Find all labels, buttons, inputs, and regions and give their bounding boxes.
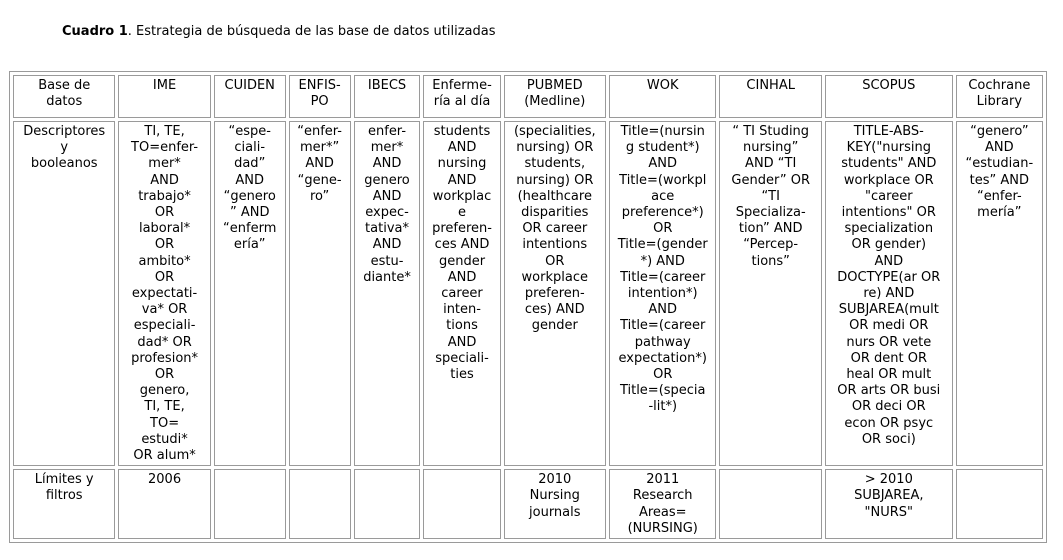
cell-line: 2006 (148, 472, 182, 488)
table-cell (13, 121, 115, 466)
header-cell (825, 75, 953, 118)
cell-line: estu- (370, 253, 404, 269)
cell-line: > 2010 (864, 472, 913, 488)
cell-line: TI, TE, (144, 124, 185, 139)
cell-line: trabajo* (138, 188, 191, 204)
cell-line: “ TI Studing (732, 124, 810, 139)
cell-line: estudi* (141, 431, 188, 447)
cell-line: (healthcare (517, 188, 592, 204)
header-cell (423, 75, 500, 118)
cell-line: AND (447, 334, 477, 350)
cell-line: nurs OR vete (846, 334, 932, 350)
cell-line: TO=enfer- (131, 140, 199, 156)
cell-line: “genero (223, 188, 276, 204)
cell-line: OR (653, 367, 673, 383)
cell-line: “TI (761, 188, 780, 204)
cell-line: mer* (370, 140, 404, 156)
cell-line: DOCTYPE(ar OR (837, 269, 941, 285)
cell-line: TI, TE, (144, 399, 185, 415)
cell-line: tes” AND (969, 172, 1030, 188)
header-cell (719, 75, 821, 118)
cell-line: “gene- (297, 172, 342, 188)
header-cell (956, 75, 1043, 118)
cell-line: OR soci) (861, 431, 916, 447)
table-cell (609, 121, 717, 466)
cell-line: -lit*) (648, 399, 678, 415)
cell-line: Límites y (34, 472, 94, 488)
cell-line: AND (372, 156, 402, 172)
cell-line: (NURSING) (627, 520, 698, 536)
cell-line: mer*” (300, 140, 340, 156)
header-cell (13, 75, 115, 118)
cell-line: preferen- (432, 221, 492, 237)
table-cell (214, 469, 286, 539)
cell-line: e (458, 205, 467, 221)
cell-line: “estudian- (965, 156, 1034, 172)
cell-line: pathway (634, 334, 691, 350)
cell-line: AND (447, 140, 477, 156)
cell-line: “Percep- (743, 237, 799, 253)
cell-line: datos (46, 94, 83, 110)
cell-line: PUBMED (526, 78, 583, 93)
table-cell (289, 469, 351, 539)
cell-line: y (60, 140, 69, 156)
cell-line: ENFIS- (298, 78, 341, 93)
cell-line: Specializa- (735, 205, 806, 221)
cell-line: ría al día (433, 94, 491, 110)
table-cell (118, 121, 210, 466)
table-cell (423, 121, 500, 466)
cell-line: SCOPUS (862, 78, 916, 93)
table-cell (423, 469, 500, 539)
cell-line: AND (372, 188, 402, 204)
cell-line: heal OR mult (846, 367, 932, 383)
cell-line: OR gender) (851, 237, 927, 253)
cell-line: profesion* (131, 350, 199, 366)
search-strategy-table (9, 71, 1047, 543)
cell-line: journals (529, 504, 581, 520)
cell-line: tativa* (365, 221, 409, 237)
cell-line: OR career (522, 221, 588, 237)
cell-line: dad* OR (137, 334, 192, 350)
cell-line: specialization (844, 221, 934, 237)
cell-line: AND (648, 302, 678, 318)
cell-line: intentions" OR (841, 205, 936, 221)
cell-line: disparities (521, 205, 589, 221)
cell-line: career (441, 286, 483, 302)
table-cell (504, 469, 606, 539)
table-row (13, 121, 1043, 466)
cell-line: ties (450, 367, 474, 383)
cell-line: especiali- (133, 318, 196, 334)
cell-line: AND (874, 253, 904, 269)
cell-line: “enfer- (976, 188, 1022, 204)
cell-line: ambito* (138, 253, 191, 269)
cell-line: OR (154, 205, 175, 221)
cell-line: CINHAL (746, 78, 795, 93)
cell-line: dad” (234, 156, 266, 172)
cell-line: Research (632, 488, 693, 504)
header-cell (354, 75, 421, 118)
header-cell (609, 75, 717, 118)
cell-line: inten- (443, 302, 481, 318)
cell-line: Title=(workpl (619, 172, 707, 188)
cell-line: expectation*) (618, 350, 707, 366)
table-cell (354, 121, 421, 466)
cell-line: Title=(career (620, 318, 706, 334)
cell-line: workplace (521, 269, 588, 285)
cell-line: CUIDEN (224, 78, 275, 93)
cell-line: ciali- (234, 140, 266, 156)
cell-line: enfer- (368, 124, 407, 139)
cell-line: *) AND (640, 253, 685, 269)
cell-line: SUBJAREA, (854, 488, 924, 504)
cell-line: intentions (522, 237, 588, 253)
cell-line: “enfer- (297, 124, 343, 139)
cell-line: laboral* (138, 221, 191, 237)
cell-line: PO (310, 94, 329, 110)
cell-line: OR medi OR (849, 318, 929, 334)
table-cell (609, 469, 717, 539)
cell-line: booleanos (30, 156, 98, 172)
cell-line: workplace OR (843, 172, 934, 188)
table-cell (719, 121, 821, 466)
table-cell (354, 469, 421, 539)
cell-line: OR (154, 269, 175, 285)
table-cell (956, 121, 1043, 466)
cell-line: mería” (977, 205, 1022, 221)
header-row (13, 75, 1043, 118)
cell-line: OR deci OR (851, 399, 926, 415)
table-cell (956, 469, 1043, 539)
cell-line: genero (364, 172, 410, 188)
cell-line: 2011 (646, 472, 680, 488)
caption-text: . Estrategia de búsqueda de las base de datos utilizadas (127, 24, 496, 39)
table-caption (62, 24, 496, 40)
cell-line: students (433, 124, 491, 139)
header-cell (289, 75, 351, 118)
cell-line: (Medline) (524, 94, 586, 110)
cell-line: SUBJAREA(mult (838, 302, 939, 318)
table-cell (719, 469, 821, 539)
cell-line: ces) AND (524, 302, 585, 318)
table-cell (825, 469, 953, 539)
table-row (13, 469, 1043, 539)
cell-line: Library (976, 94, 1023, 110)
cell-line: AND (447, 269, 477, 285)
cell-line: Title=(career (620, 269, 706, 285)
cell-line: OR (154, 367, 175, 383)
cell-line: nursing” (742, 140, 799, 156)
cell-line: expec- (365, 205, 409, 221)
cell-line: AND (235, 172, 265, 188)
cell-line: Base de (38, 78, 91, 93)
cell-line: AND (305, 156, 334, 172)
cell-line: “genero” (970, 124, 1029, 139)
header-cell (118, 75, 210, 118)
cell-line: nursing) OR (516, 172, 594, 188)
cell-line: OR dent OR (850, 350, 927, 366)
cell-line: gender (531, 318, 578, 334)
cell-line: Nursing (529, 488, 580, 504)
table-cell (825, 121, 953, 466)
cell-line: nursing (437, 156, 487, 172)
cell-line: tion” AND (738, 221, 803, 237)
cell-line: IME (152, 78, 177, 93)
table-cell (289, 121, 351, 466)
cell-line: tions” (751, 253, 790, 269)
cell-line: Enferme- (432, 78, 492, 93)
cell-line: workplac (432, 188, 492, 204)
cell-line: TO= (150, 415, 180, 431)
cell-line: "NURS" (864, 504, 914, 520)
cell-line: IBECS (367, 78, 407, 93)
cell-line: Cochrane (968, 78, 1031, 93)
cell-line: expectati- (131, 286, 198, 302)
cell-line: AND (648, 156, 678, 172)
cell-line: ería” (233, 237, 266, 253)
cell-line: intention*) (627, 286, 698, 302)
cell-line: va* OR (141, 302, 188, 318)
cell-line: Title=(nursin (620, 124, 705, 139)
table-cell (504, 121, 606, 466)
cell-line: AND (372, 237, 402, 253)
cell-line: 2010 (538, 472, 572, 488)
cell-line: AND (150, 172, 179, 188)
cell-line: ” AND (229, 205, 270, 221)
header-cell (214, 75, 286, 118)
cell-line: (specialities, (513, 124, 596, 139)
cell-line: OR alum* (133, 448, 196, 464)
cell-line: nursing) OR (516, 140, 594, 156)
cell-line: gender (438, 253, 486, 269)
cell-line: ces AND (434, 237, 490, 253)
cell-line: OR (653, 221, 673, 237)
cell-line: students" AND (841, 156, 937, 172)
cell-line: OR (545, 253, 565, 269)
cell-line: preference*) (621, 205, 704, 221)
cell-line: TITLE-ABS- (853, 124, 924, 139)
cell-line: "career (865, 188, 913, 204)
cell-line: OR (154, 237, 175, 253)
cell-line: econ OR psyc (844, 415, 934, 431)
cell-line: OR arts OR busi (837, 383, 941, 399)
cell-line: Descriptores (23, 124, 106, 139)
cell-line: filtros (45, 488, 83, 504)
cell-line: “espe- (228, 124, 271, 139)
cell-line: ace (651, 188, 675, 204)
table-cell (118, 469, 210, 539)
cell-line: KEY("nursing (846, 140, 932, 156)
cell-line: AND “TI (745, 156, 797, 172)
cell-line: students, (524, 156, 586, 172)
caption-label: Cuadro 1 (62, 24, 128, 39)
cell-line: Gender” OR (731, 172, 810, 188)
cell-line: g student*) (625, 140, 700, 156)
header-cell (504, 75, 606, 118)
table-cell (13, 469, 115, 539)
cell-line: AND (985, 140, 1014, 156)
cell-line: Title=(specia (619, 383, 706, 399)
cell-line: mer* (148, 156, 181, 172)
cell-line: tions (446, 318, 478, 334)
cell-line: preferen- (524, 286, 585, 302)
cell-line: speciali- (435, 350, 489, 366)
cell-line: genero, (139, 383, 190, 399)
cell-line: ro” (309, 188, 330, 204)
cell-line: “enferm (223, 221, 277, 237)
cell-line: diante* (363, 269, 411, 285)
cell-line: re) AND (863, 286, 915, 302)
cell-line: WOK (646, 78, 679, 93)
cell-line: Areas= (638, 504, 687, 520)
cell-line: AND (447, 172, 477, 188)
cell-line: Title=(gender (617, 237, 708, 253)
table-cell (214, 121, 286, 466)
